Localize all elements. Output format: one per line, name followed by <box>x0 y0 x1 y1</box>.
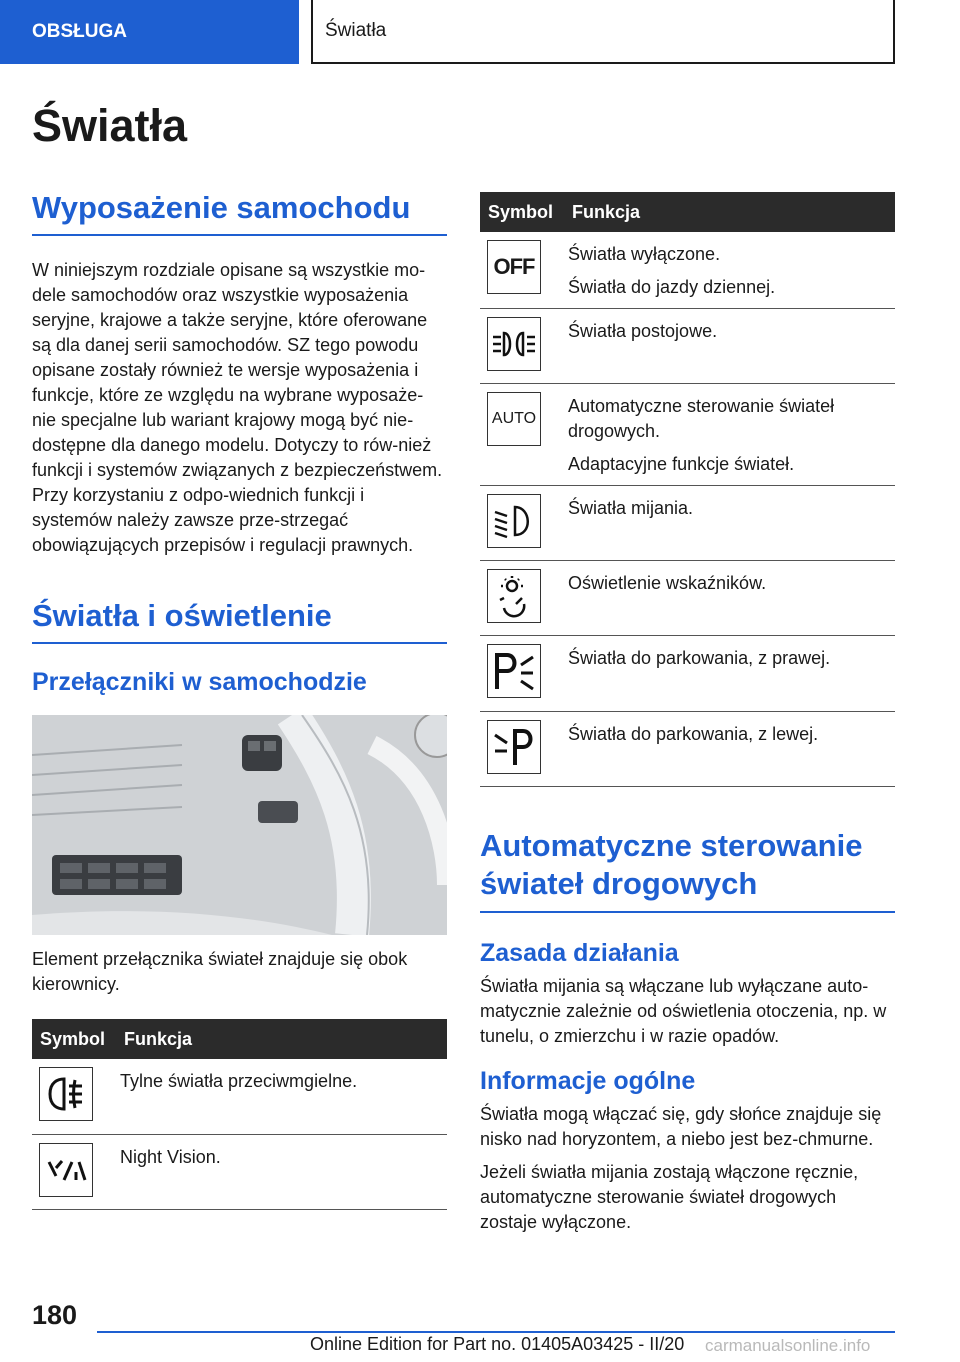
heading-lights: Światła i oświetlenie <box>32 598 447 644</box>
chapter-tab <box>311 0 895 64</box>
row-text: Światła do jazdy dziennej. <box>568 277 776 297</box>
night-vision-icon <box>39 1143 93 1197</box>
heading-equipment: Wyposażenie samochodu <box>32 190 447 236</box>
low-beam-icon <box>487 494 541 548</box>
row-text: Tylne światła przeciwmgielne. <box>120 1071 358 1091</box>
row-text: Adaptacyjne funkcje świateł. <box>568 454 795 474</box>
right-column <box>480 192 895 1235</box>
parking-lights-icon <box>487 317 541 371</box>
left-column <box>32 190 447 1210</box>
page-number: 180 <box>32 1300 78 1330</box>
steering-area-illustration <box>32 715 447 935</box>
parking-right-icon <box>487 644 541 698</box>
paragraph-general-2: Jeżeli światła mijania zostają włączone ręcznie, automatyczne sterowanie świateł drogowych zostaje wyłączone. <box>480 1162 859 1232</box>
dashboard-photo <box>32 715 447 935</box>
heading-auto-high-beam: Automatyczne sterowanie świateł drogowych <box>480 827 895 913</box>
rear-fog-light-icon <box>39 1067 93 1121</box>
watermark: carmanualsonline.info <box>705 1336 871 1355</box>
table-row <box>32 1134 447 1209</box>
edition-note: Online Edition for Part no. 01405A03425 - II/20 <box>310 1334 685 1354</box>
table-row <box>480 232 895 309</box>
col-function: Funkcja <box>118 1019 447 1059</box>
paragraph-general-1: Światła mogą włączać się, gdy słońce znajduje się nisko nad horyzontem, a niebo jest bez-chmurne. <box>480 1104 882 1149</box>
page-title: Światła <box>32 100 188 151</box>
off-icon-text: OFF <box>493 254 535 279</box>
off-icon <box>487 240 541 294</box>
instrument-lighting-icon <box>487 569 541 623</box>
table-row <box>480 309 895 384</box>
row-text: Światła do parkowania, z prawej. <box>568 648 831 668</box>
symbol-table-left <box>32 1019 447 1210</box>
footer-divider <box>97 1331 895 1333</box>
table-row <box>480 486 895 561</box>
parking-left-icon <box>487 720 541 774</box>
row-text: Oświetlenie wskaźników. <box>568 573 767 593</box>
table-row <box>480 636 895 712</box>
paragraph-equipment: W niniejszym rozdziale opisane są wszystkie mo-dele samochodów oraz wszystkie wyposażenia seryjne, krajowe a także seryjne, które oferowane są dla danej serii samochodów. SZ tego powodu opisane zostały również te wersje wyposażenia i funkcje, które ze względu na wybrane wyposaże-nie specjalne lub wariant krajowy mogą być nie-dostępne dla danego modelu. Dotyczy to rów-nież funkcji i systemów związanych z bezpieczeństwem. Przy korzystaniu z odpo-wiednich funkcji i systemów należy zawsze prze-strzegać obowiązujących przepisów i regulacji prawnych. <box>32 260 443 555</box>
row-text: Światła wyłączone. <box>568 244 721 264</box>
table-row <box>32 1059 447 1134</box>
heading-general: Informacje ogólne <box>480 1067 696 1095</box>
auto-icon-text: AUTO <box>491 410 537 427</box>
table-row <box>480 384 895 486</box>
col-function: Funkcja <box>566 192 895 232</box>
col-symbol: Symbol <box>32 1019 118 1059</box>
section-tab <box>0 0 299 64</box>
heading-switches: Przełączniki w samochodzie <box>32 668 367 696</box>
row-text: Światła do parkowania, z lewej. <box>568 724 819 744</box>
auto-icon <box>487 392 541 446</box>
heading-principle: Zasada działania <box>480 939 679 967</box>
section-label: OBSŁUGA <box>32 21 127 42</box>
row-text: Automatyczne sterowanie świateł drogowych. <box>568 396 835 441</box>
symbol-table-right <box>480 192 895 787</box>
paragraph-switch: Element przełącznika świateł znajduje się obok kierownicy. <box>32 949 408 994</box>
chapter-label: Światła <box>325 20 387 41</box>
table-row <box>480 561 895 636</box>
row-text: Światła mijania. <box>568 498 694 518</box>
paragraph-principle: Światła mijania są włączane lub wyłączane auto-matycznie zależnie od oświetlenia otoczenia, np. w tunelu, o zmierzchu i w razie opadów. <box>480 976 887 1046</box>
col-symbol: Symbol <box>480 192 566 232</box>
row-text: Światła postojowe. <box>568 321 718 341</box>
row-text: Night Vision. <box>120 1146 221 1167</box>
table-row <box>480 712 895 787</box>
